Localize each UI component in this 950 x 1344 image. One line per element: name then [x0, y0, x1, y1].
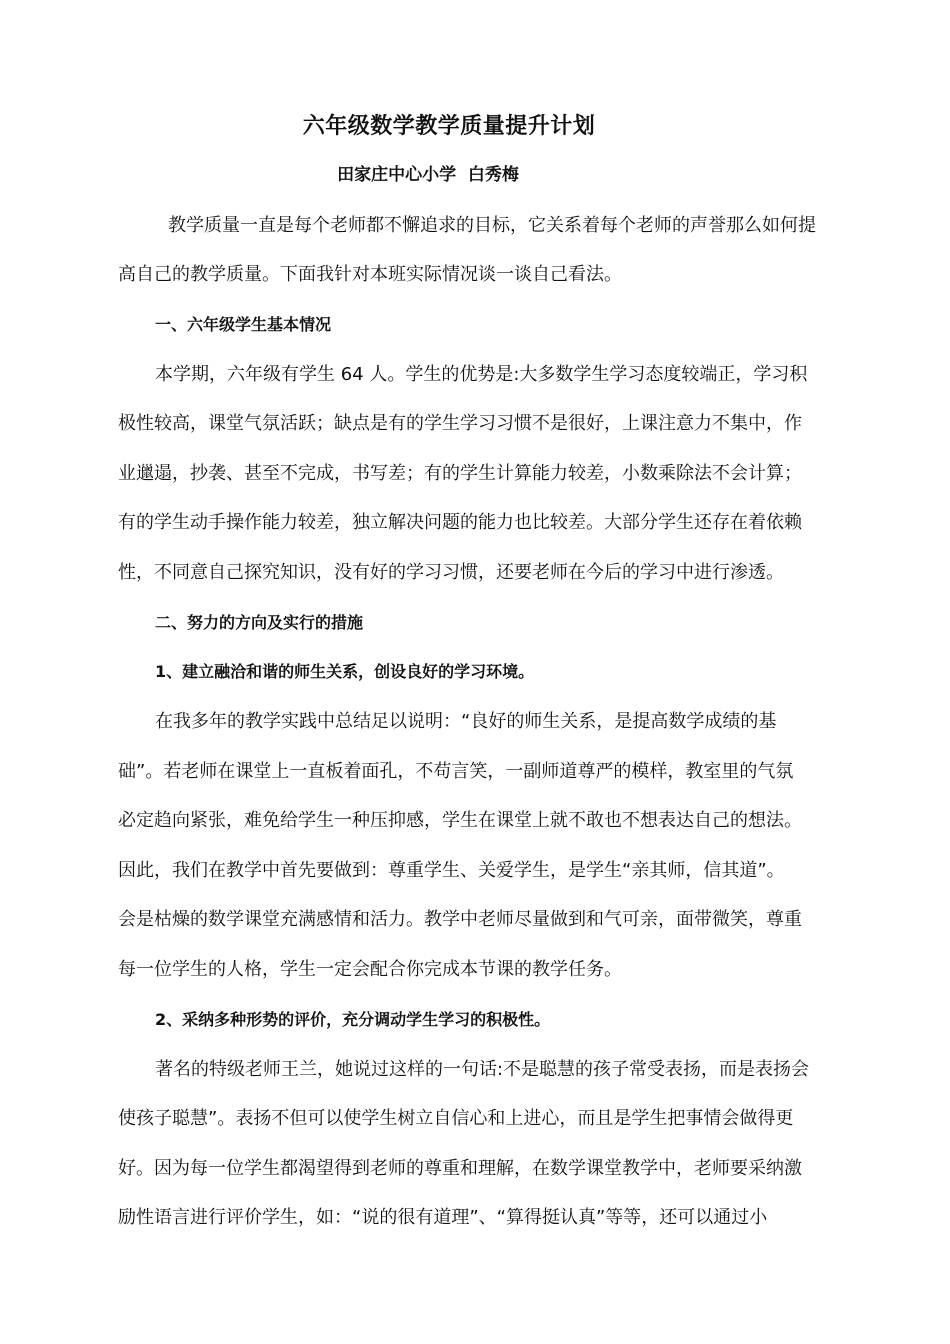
document-author: 田家庄中心小学 白秀梅 [337, 165, 519, 185]
document-title: 六年级数学教学质量提升计划 [302, 114, 596, 139]
section1-line: 本学期，六年级有学生 64 人。学生的优势是:大多数学生学习态度较端正，学习积 [155, 364, 808, 385]
subsection1-line: 础”。若老师在课堂上一直板着面孔，不苟言笑，一副师道尊严的模样，教室里的气氛 [118, 761, 794, 782]
subsection2-line: 励性语言进行评价学生，如：“说的很有道理”、“算得挺认真”等等，还可以通过小 [118, 1207, 768, 1228]
subsection1-line: 会是枯燥的数学课堂充满感情和活力。教学中老师尽量做到和气可亲，面带微笑，尊重 [118, 909, 802, 930]
intro-line: 教学质量一直是每个老师都不懈追求的目标，它关系着每个老师的声誉那么如何提 [168, 215, 816, 236]
subsection1-line: 必定趋向紧张，难免给学生一种压抑感，学生在课堂上就不敢也不想表达自己的想法。 [118, 810, 802, 831]
subsection1-line: 每一位学生的人格，学生一定会配合你完成本节课的教学任务。 [118, 959, 622, 980]
subsection1-line: 在我多年的教学实践中总结足以说明：“良好的师生关系，是提高数学成绩的基 [155, 711, 777, 732]
subsection1-heading: 1、建立融洽和谐的师生关系，创设良好的学习环境。 [155, 662, 535, 681]
subsection1-line: 因此，我们在教学中首先要做到：尊重学生、关爱学生，是学生“亲其师，信其道”。 [118, 860, 785, 881]
section1-line: 性，不同意自己探究知识，没有好的学习习惯，还要老师在今后的学习中进行渗透。 [118, 562, 784, 583]
section1-line: 业邋遢，抄袭、甚至不完成，书写差；有的学生计算能力较差，小数乘除法不会计算； [118, 463, 802, 484]
section1-heading: 一、六年级学生基本情况 [155, 315, 332, 334]
section2-heading: 二、努力的方向及实行的措施 [155, 613, 364, 632]
subsection2-line: 使孩子聪慧”。表扬不但可以使学生树立自信心和上进心，而且是学生把事情会做得更 [118, 1108, 794, 1129]
intro-line: 高自己的教学质量。下面我针对本班实际情况谈一谈自己看法。 [118, 264, 622, 285]
section1-line: 有的学生动手操作能力较差，独立解决问题的能力也比较差。大部分学生还存在着依赖 [118, 512, 802, 533]
subsection2-line: 著名的特级老师王兰，她说过这样的一句话:不是聪慧的孩子常受表扬，而是表扬会 [155, 1059, 810, 1080]
subsection2-heading: 2、采纳多种形势的评价，充分调动学生学习的积极性。 [155, 1010, 551, 1029]
section1-line: 极性较高，课堂气氛活跃；缺点是有的学生学习习惯不是很好，上课注意力不集中，作 [118, 413, 802, 434]
subsection2-line: 好。因为每一位学生都渴望得到老师的尊重和理解，在数学课堂教学中，老师要采纳激 [118, 1158, 802, 1179]
